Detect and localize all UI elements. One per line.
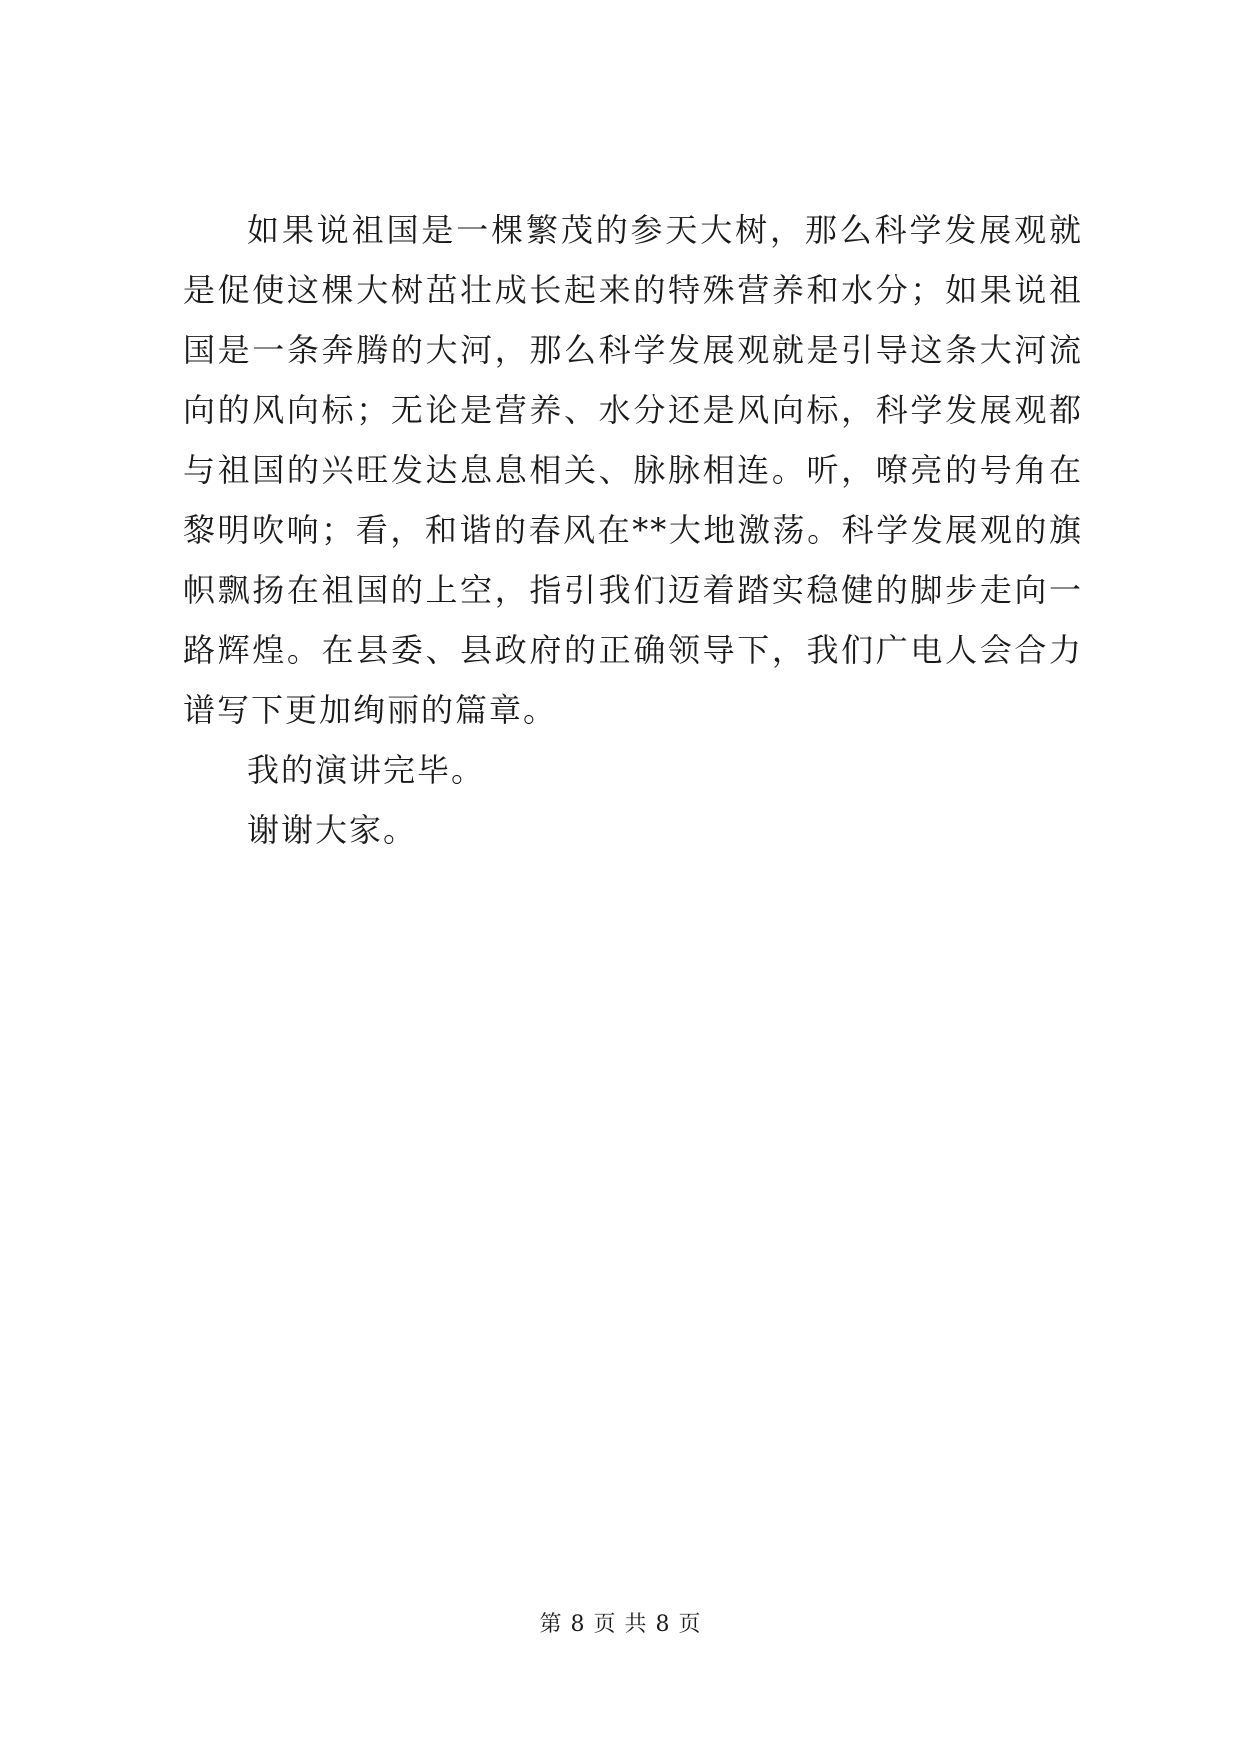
page-footer: 第 8 页 共 8 页 bbox=[539, 1612, 702, 1637]
document-body bbox=[183, 200, 1083, 860]
paragraph-main: 如果说祖国是一棵繁茂的参天大树，那么科学发展观就是促使这棵大树茁壮成长起来的特殊营养和水分；如果说祖国是一条奔腾的大河，那么科学发展观就是引导这条大河流向的风向标；无论是营养、水分还是风向标，科学发展观都与祖国的兴旺发达息息相关、脉脉相连。听，嘹亮的号角在黎明吹响；看，和谐的春风在**大地激荡。科学发展观的旗帜飘扬在祖国的上空，指引我们迈着踏实稳健的脚步走向一路辉煌。在县委、县政府的正确领导下，我们广电人会合力谱写下更加绚丽的篇章。 bbox=[183, 211, 1083, 729]
paragraph-closing: 我的演讲完毕。 bbox=[247, 751, 486, 789]
paragraph-thanks: 谢谢大家。 bbox=[247, 811, 418, 849]
